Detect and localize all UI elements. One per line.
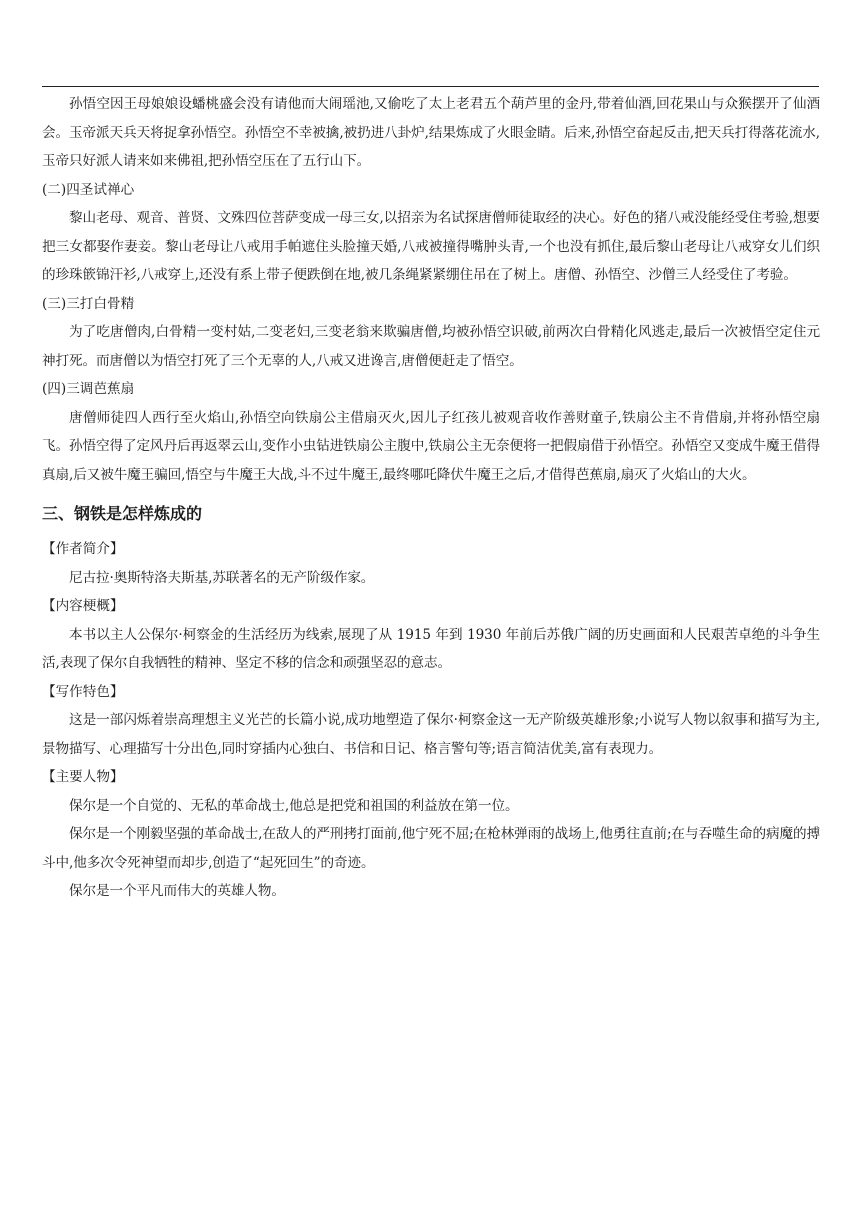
author-text: 尼古拉·奥斯特洛夫斯基,苏联著名的无产阶级作家。 bbox=[69, 569, 375, 586]
characters-label: 【主要人物】 bbox=[42, 769, 124, 785]
chapter-title-gangtie: 三、钢铁是怎样炼成的 bbox=[42, 504, 203, 523]
header-rule bbox=[42, 86, 819, 87]
section-heading-bajiaoshan: (四)三调芭蕉扇 bbox=[42, 381, 135, 397]
style-label: 【写作特色】 bbox=[42, 683, 124, 700]
character-paragraph-2: 保尔是一个刚毅坚强的革命战士,在敌人的严刑拷打面前,他宁死不屈;在枪林弹雨的战场上,他勇往直前;在与吞噬生命的病魔的搏斗中,他多次令死神望而却步,创造了“起死回生”的奇迹。 bbox=[42, 826, 820, 871]
summary-text: 本书以主人公保尔·柯察金的生活经历为线索,展现了从 1915 年到 1930 年前后苏俄广阔的历史画面和人民艰苦卓绝的斗争生活,表现了保尔自我牺牲的精神、坚定不移的信念和顽强坚忍的意志。 bbox=[42, 626, 820, 671]
character-paragraph-3: 保尔是一个平凡而伟大的英雄人物。 bbox=[69, 883, 285, 899]
style-text: 这是一部闪烁着崇高理想主义光芒的长篇小说,成功地塑造了保尔·柯察金这一无产阶级英雄形象;小说写人物以叙事和描写为主,景物描写、心理描写十分出色,同时穿插内心独白、书信和日记、格言警句等;语言简洁优美,富有表现力。 bbox=[42, 712, 820, 757]
page-content bbox=[42, 90, 820, 906]
author-label: 【作者简介】 bbox=[42, 541, 124, 557]
character-paragraph-1: 保尔是一个自觉的、无私的革命战士,他总是把党和祖国的利益放在第一位。 bbox=[69, 797, 519, 814]
section-heading-sisheng: (二)四圣试禅心 bbox=[42, 181, 135, 198]
xiyouji-intro-paragraph: 孙悟空因王母娘娘设蟠桃盛会没有请他而大闹瑶池,又偷吃了太上老君五个葫芦里的金丹,带着仙酒,回花果山与众猴摆开了仙酒会。玉帝派天兵天将捉拿孙悟空。孙悟空不幸被擒,被扔进八卦炉,结果炼成了火眼金睛。后来,孙悟空奋起反击,把天兵打得落花流水,玉帝只好派人请来如来佛祖,把孙悟空压在了五行山下。 bbox=[42, 96, 820, 169]
section-text-bajiaoshan: 唐僧师徒四人西行至火焰山,孙悟空向铁扇公主借扇灭火,因儿子红孩儿被观音收作善财童子,铁扇公主不肯借扇,并将孙悟空扇飞。孙悟空得了定风丹后再返翠云山,变作小虫钻进铁扇公主腹中,铁扇公主无奈便将一把假扇借于孙悟空。孙悟空又变成牛魔王借得真扇,后又被牛魔王骗回,悟空与牛魔王大战,斗不过牛魔王,最终哪吒降伏牛魔王之后,才借得芭蕉扇,扇灭了火焰山的大火。 bbox=[42, 409, 820, 483]
summary-label: 【内容梗概】 bbox=[42, 598, 124, 614]
section-text-baigujing: 为了吃唐僧肉,白骨精一变村姑,二变老妇,三变老翁来欺骗唐僧,均被孙悟空识破,前两次白骨精化风逃走,最后一次被悟空定住元神打死。而唐僧以为悟空打死了三个无辜的人,八戒又进谗言,唐僧便赶走了悟空。 bbox=[42, 324, 820, 369]
section-heading-baigujing: (三)三打白骨精 bbox=[42, 295, 135, 312]
section-text-sisheng: 黎山老母、观音、普贤、文殊四位菩萨变成一母三女,以招亲为名试探唐僧师徒取经的决心。好色的猪八戒没能经受住考验,想要把三女都娶作妻妾。黎山老母让八戒用手帕遮住头脸撞天婚,八戒被撞得嘴肿头青,一个也没有抓住,最后黎山老母让八戒穿女儿们织的珍珠篏锦汗衫,八戒穿上,还没有系上带子便跌倒在地,被几条绳紧紧绷住吊在了树上。唐僧、孙悟空、沙僧三人经受住了考验。 bbox=[42, 210, 820, 283]
